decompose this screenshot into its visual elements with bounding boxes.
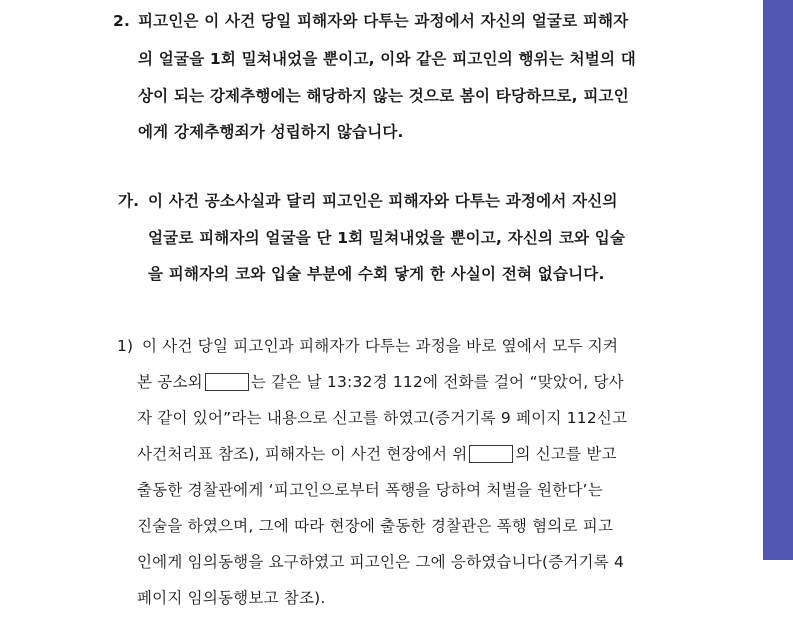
side-color-bar [763, 0, 793, 560]
section-1-line-6: 진술을 하였으며, 그에 따라 현장에 출동한 경찰관은 폭행 혐의로 피고 [137, 517, 614, 535]
section-1-line-2-before: 본 공소외 [137, 373, 203, 391]
section-1-line-8: 페이지 임의동행보고 참조). [137, 589, 326, 607]
redaction-box [205, 373, 249, 391]
section-2-line-2: 의 얼굴을 1회 밀쳐내었을 뿐이고, 이와 같은 피고인의 행위는 처벌의 대 [138, 50, 636, 68]
section-2-line-4: 에게 강제추행죄가 성립하지 않습니다. [138, 123, 404, 141]
section-1-line-2 [137, 372, 624, 392]
section-ga-line-2: 얼굴로 피해자의 얼굴을 단 1회 밀쳐내었을 뿐이고, 자신의 코와 입술 [148, 229, 626, 247]
section-1-line-2-after: 는 같은 날 13:32경 112에 전화를 걸어 “맞았어, 당사 [250, 373, 624, 391]
section-1-line-5: 출동한 경찰관에게 ‘피고인으로부터 폭행을 당하여 처벌을 원한다’는 [137, 481, 603, 499]
section-2-number: 2. [113, 12, 131, 30]
section-2-line-3: 상이 되는 강제추행에는 해당하지 않는 것으로 봄이 타당하므로, 피고인 [138, 87, 629, 105]
section-1-line-7: 인에게 임의동행을 요구하였고 피고인은 그에 응하였습니다(증거기록 4 [137, 553, 625, 571]
section-1-line-4 [137, 444, 617, 464]
redaction-box [469, 445, 513, 463]
section-1-line-4-before: 사건처리표 참조), 피해자는 이 사건 현장에서 위 [137, 445, 468, 463]
section-1-number: 1) [117, 337, 134, 355]
section-1-line-1: 이 사건 당일 피고인과 피해자가 다투는 과정을 바로 옆에서 모두 지켜 [142, 337, 619, 355]
section-1-line-4-after: 의 신고를 받고 [515, 445, 617, 463]
section-2-line-1: 피고인은 이 사건 당일 피해자와 다투는 과정에서 자신의 얼굴로 피해자 [138, 12, 629, 30]
section-ga-line-1: 이 사건 공소사실과 달리 피고인은 피해자와 다투는 과정에서 자신의 [148, 192, 618, 210]
section-ga-line-3: 을 피해자의 코와 입술 부분에 수회 닿게 한 사실이 전혀 없습니다. [148, 265, 605, 283]
section-1-line-3: 자 같이 있어”라는 내용으로 신고를 하였고(증거기록 9 페이지 112신고 [137, 409, 628, 427]
section-ga-number: 가. [118, 192, 140, 210]
